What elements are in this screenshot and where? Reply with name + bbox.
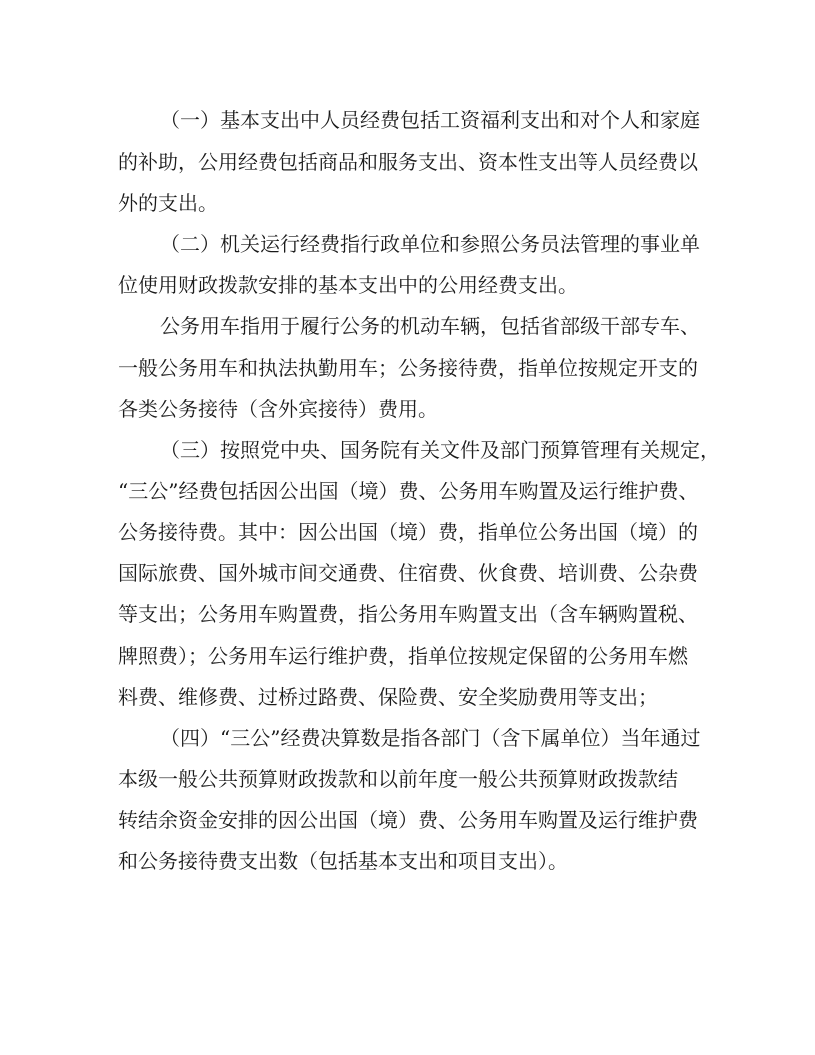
- text-line: 国际旅费、国外城市间交通费、住宿费、伙食费、培训费、公杂费: [118, 561, 698, 585]
- text-line: （二）机关运行经费指行政单位和参照公务员法管理的事业单: [160, 232, 700, 256]
- text-line: 一般公务用车和执法执勤用车；公务接待费，指单位按规定开支的: [118, 356, 698, 380]
- text-line: 公务用车指用于履行公务的机动车辆，包括省部级干部专车、: [160, 314, 700, 338]
- text-line: 和公务接待费支出数（包括基本支出和项目支出）。: [118, 849, 568, 873]
- text-line: 本级一般公共预算财政拨款和以前年度一般公共预算财政拨款结: [118, 767, 678, 791]
- text-line: （一）基本支出中人员经费包括工资福利支出和对个人和家庭: [160, 108, 700, 132]
- text-line: 料费、维修费、过桥过路费、保险费、安全奖励费用等支出；: [118, 685, 658, 709]
- text-line: （三）按照党中央、国务院有关文件及部门预算管理有关规定，: [160, 438, 720, 462]
- text-line: 的补助，公用经费包括商品和服务支出、资本性支出等人员经费以: [118, 150, 698, 174]
- text-line: 等支出；公务用车购置费，指公务用车购置支出（含车辆购置税、: [118, 602, 698, 626]
- text-line: 公务接待费。其中：因公出国（境）费，指单位公务出国（境）的: [118, 520, 698, 544]
- text-line: 牌照费）；公务用车运行维护费，指单位按规定保留的公务用车燃: [118, 644, 688, 668]
- text-line: 外的支出。: [118, 191, 218, 215]
- text-line: 位使用财政拨款安排的基本支出中的公用经费支出。: [118, 273, 578, 297]
- text-line: 各类公务接待（含外宾接待）费用。: [118, 397, 438, 421]
- text-line: “三公”经费包括因公出国（境）费、公务用车购置及运行维护费、: [118, 479, 699, 503]
- text-line: 转结余资金安排的因公出国（境）费、公务用车购置及运行维护费: [118, 808, 698, 832]
- text-line: （四）“三公”经费决算数是指各部门（含下属单位）当年通过: [160, 726, 701, 750]
